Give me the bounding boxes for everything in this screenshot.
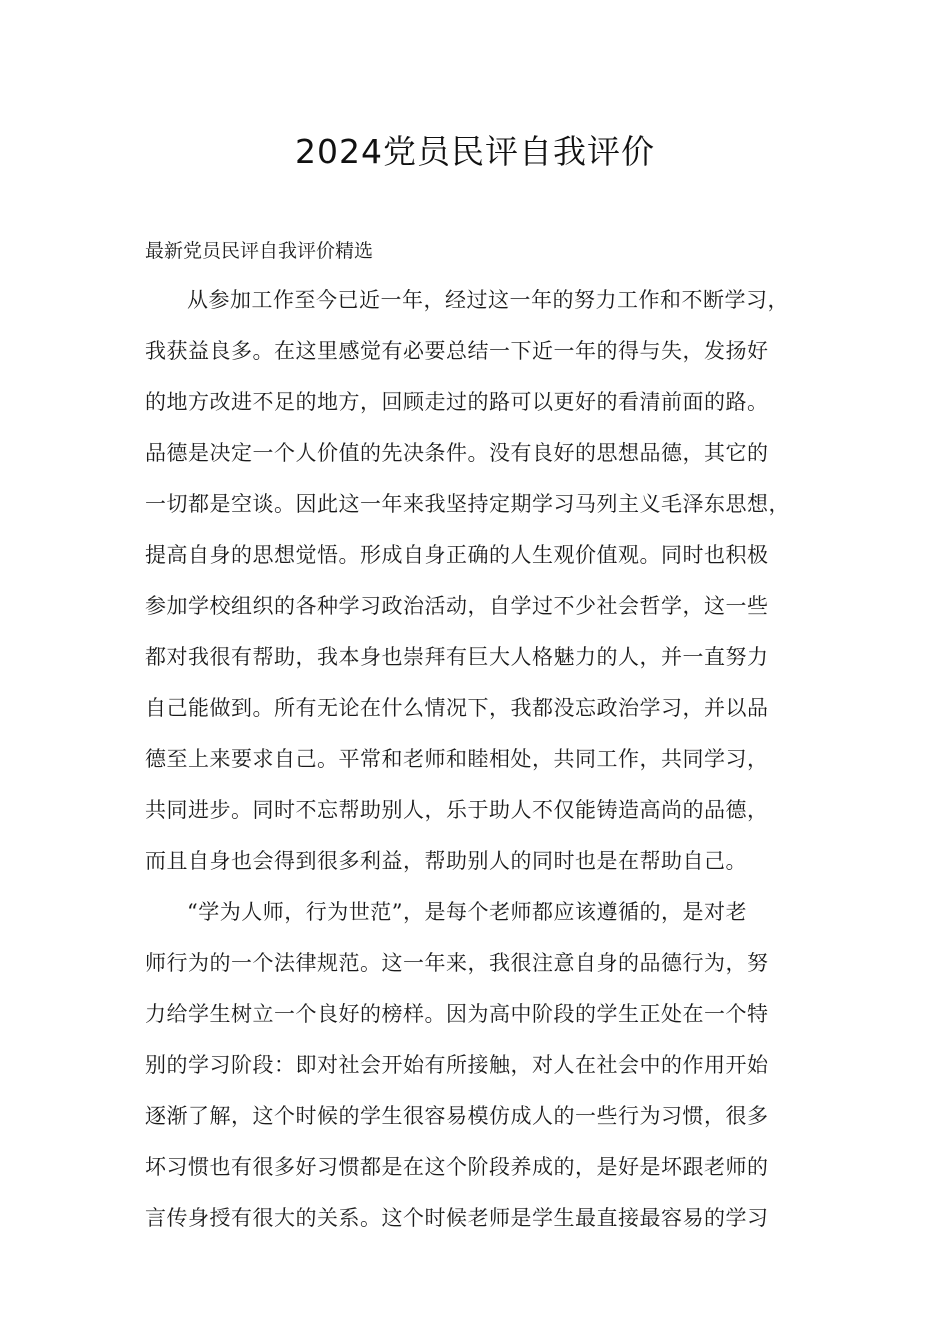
text-line: 言传身授有很大的关系。这个时候老师是学生最直接最容易的学习 [145, 1206, 769, 1230]
document-subtitle: 最新党员民评自我评价精选 [145, 240, 374, 262]
text-line: 师行为的一个法律规范。这一年来，我很注意自身的品德行为，努 [145, 951, 769, 975]
text-line: 我获益良多。在这里感觉有必要总结一下近一年的得与失，发扬好 [145, 339, 769, 363]
text-line: 德至上来要求自己。平常和老师和睦相处，共同工作，共同学习， [145, 747, 769, 771]
text-line: 都对我很有帮助，我本身也崇拜有巨大人格魅力的人，并一直努力 [145, 645, 769, 669]
text-line: 逐渐了解，这个时候的学生很容易模仿成人的一些行为习惯，很多 [145, 1104, 769, 1128]
text-line: 提高自身的思想觉悟。形成自身正确的人生观价值观。同时也积极 [145, 543, 769, 567]
text-line: 而且自身也会得到很多利益，帮助别人的同时也是在帮助自己。 [145, 849, 747, 873]
text-line: 别的学习阶段：即对社会开始有所接触，对人在社会中的作用开始 [145, 1053, 769, 1077]
text-line: “学为人师，行为世范”，是每个老师都应该遵循的，是对老 [187, 900, 747, 924]
text-line: 自己能做到。所有无论在什么情况下，我都没忘政治学习，并以品 [145, 696, 769, 720]
text-line: 从参加工作至今已近一年，经过这一年的努力工作和不断学习， [187, 288, 789, 312]
text-line: 一切都是空谈。因此这一年来我坚持定期学习马列主义毛泽东思想， [145, 492, 790, 516]
text-line: 的地方改进不足的地方，回顾走过的路可以更好的看清前面的路。 [145, 390, 769, 414]
text-line: 坏习惯也有很多好习惯都是在这个阶段养成的，是好是坏跟老师的 [145, 1155, 769, 1179]
text-line: 品德是决定一个人价值的先决条件。没有良好的思想品德，其它的 [145, 441, 769, 465]
text-line: 参加学校组织的各种学习政治活动，自学过不少社会哲学，这一些 [145, 594, 769, 618]
text-line: 力给学生树立一个良好的榜样。因为高中阶段的学生正处在一个特 [145, 1002, 769, 1026]
text-line: 共同进步。同时不忘帮助别人，乐于助人不仅能铸造高尚的品德， [145, 798, 769, 822]
page-title: 2024党员民评自我评价 [295, 132, 655, 171]
body-text [145, 280, 845, 1249]
